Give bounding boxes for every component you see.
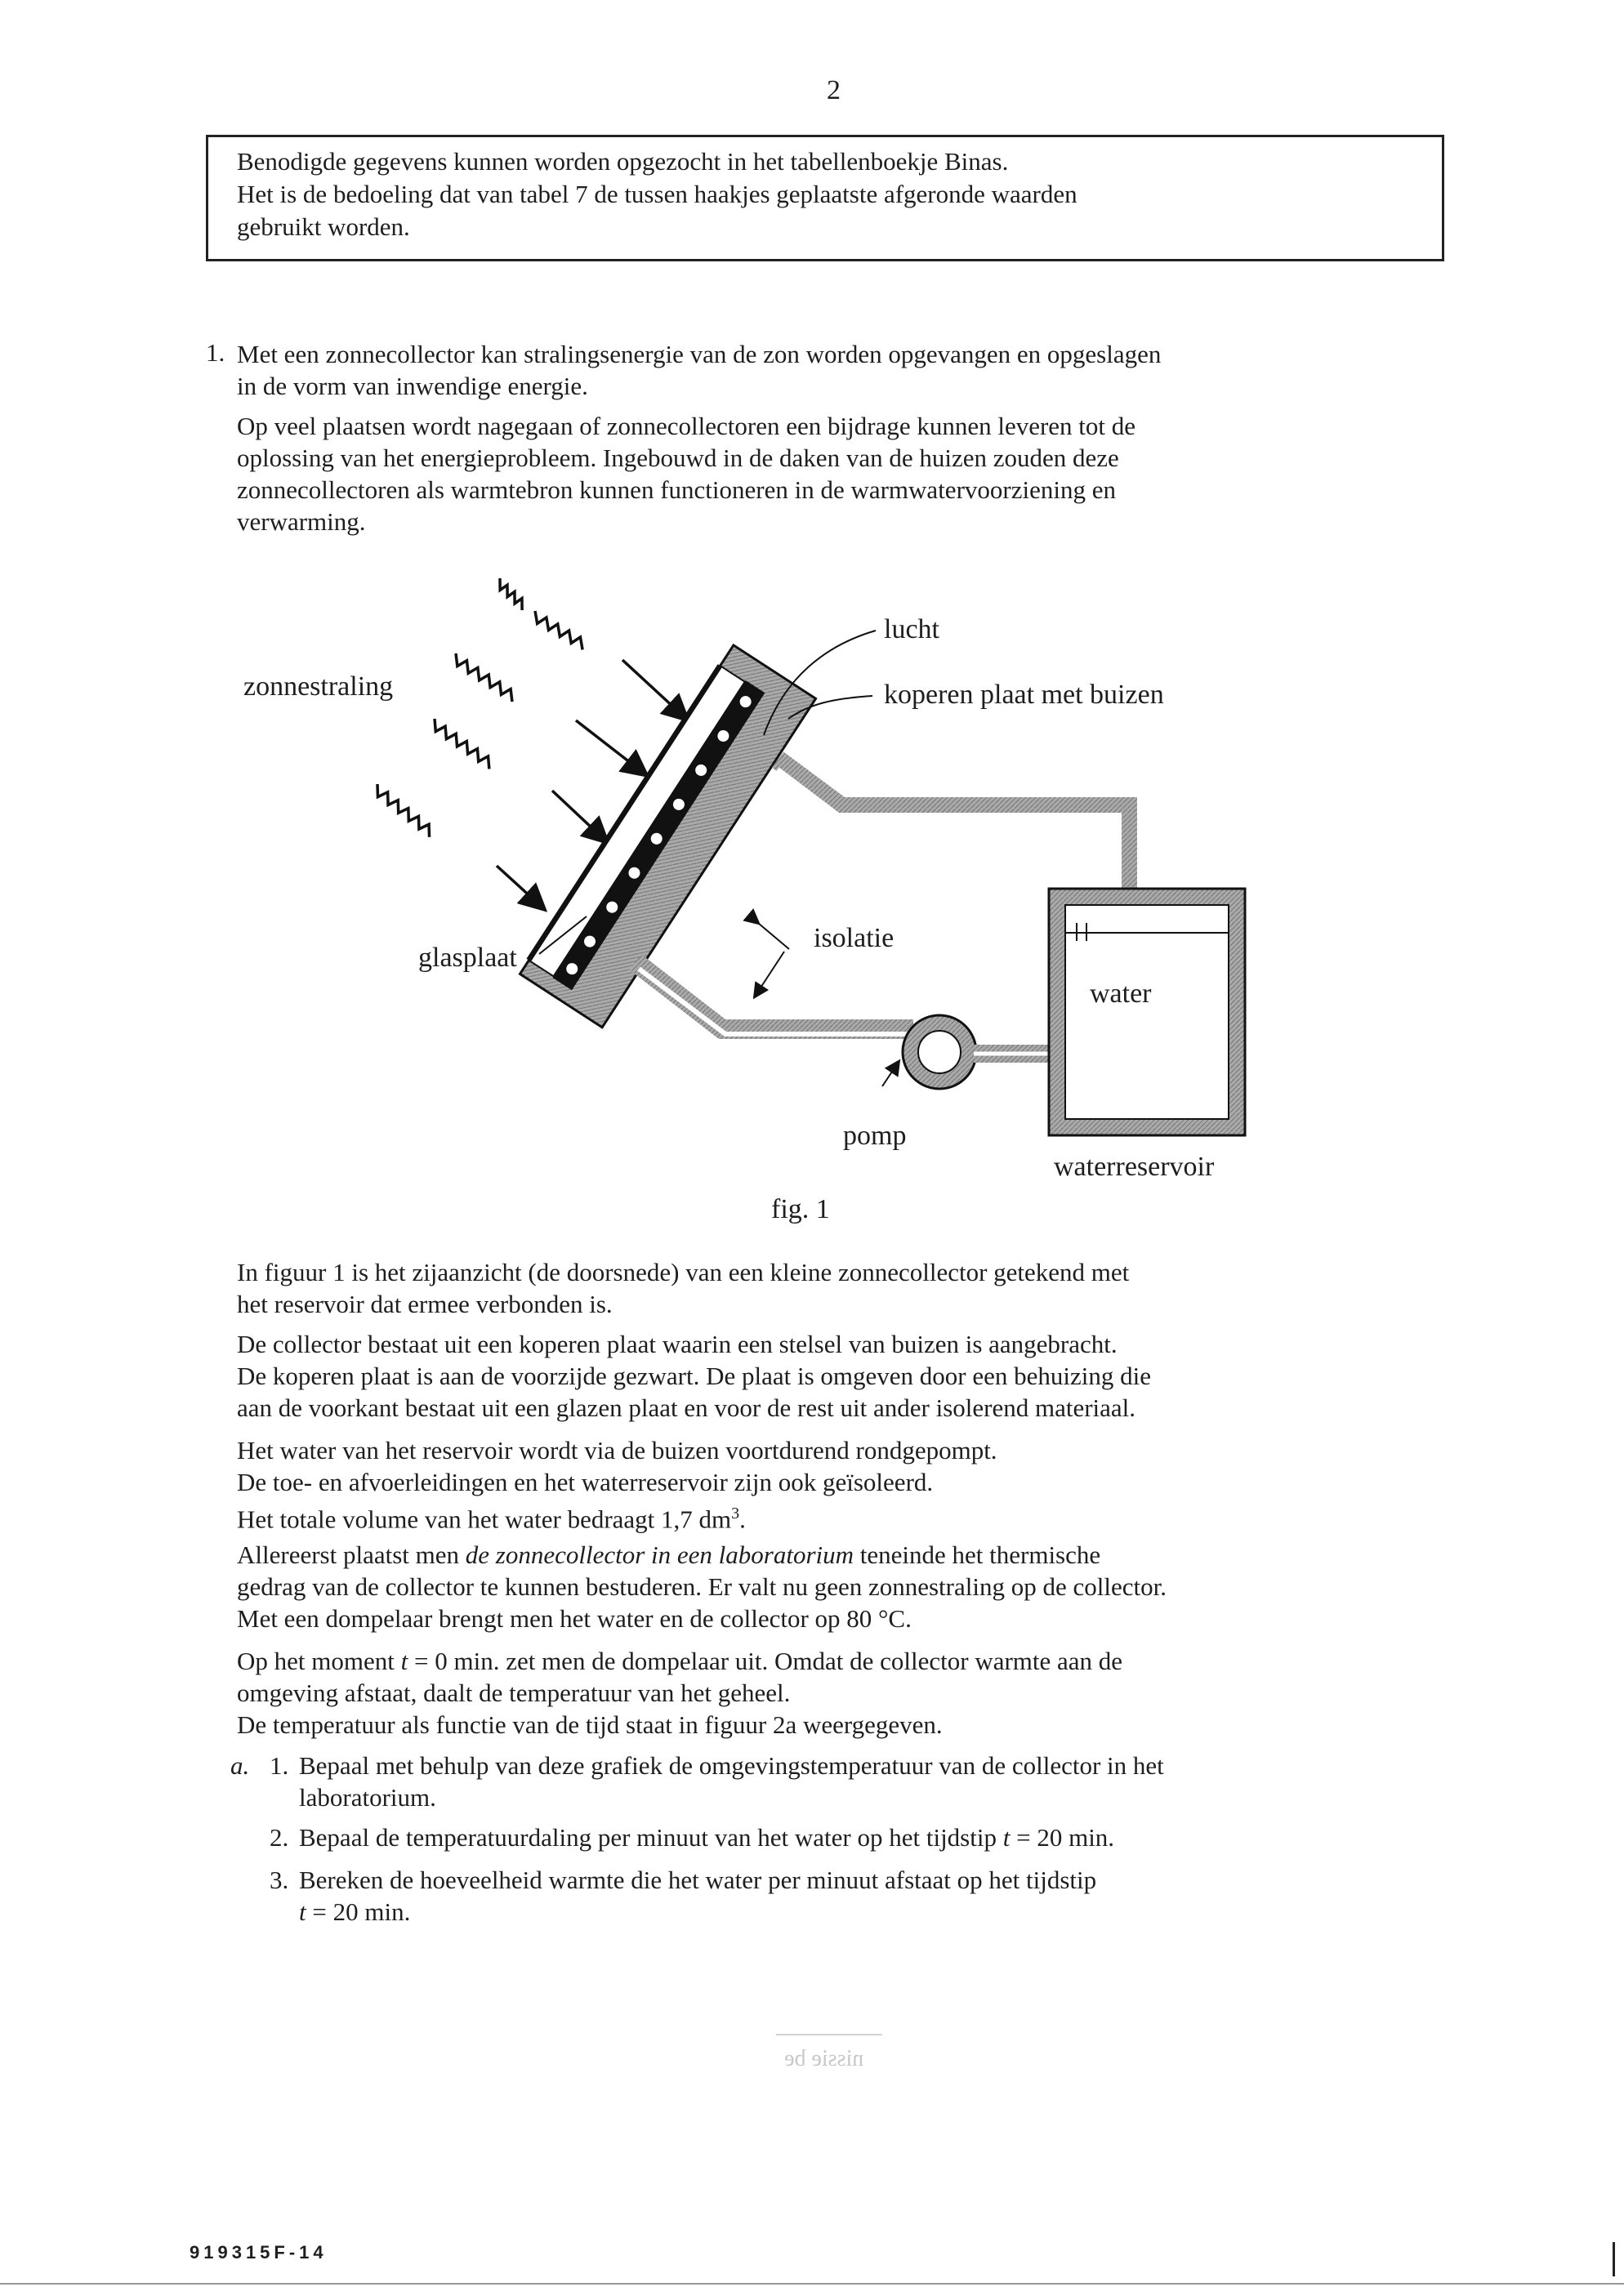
text-line: aan de voorkant bestaat uit een glazen plaat en voor de rest uit ander isolerend materiaal. bbox=[237, 1393, 1136, 1422]
label-water: water bbox=[1090, 979, 1152, 1009]
text-line: gedrag van de collector te kunnen bestuderen. Er valt nu geen zonnestraling op de collector. bbox=[237, 1572, 1167, 1601]
sun-ray-icon bbox=[530, 611, 587, 649]
notice-text bbox=[237, 145, 1430, 243]
text-line: Het water van het reservoir wordt via de buizen voortdurend rondgepompt. bbox=[237, 1436, 997, 1465]
subquestion-2: Bepaal de temperatuurdaling per minuut van het water op het tijdstip t = 20 min. bbox=[299, 1823, 1115, 1852]
text-line: Op het moment t = 0 min. zet men de dompelaar uit. Omdat de collector warmte aan de bbox=[237, 1647, 1123, 1675]
text-line: Allereerst plaatst men de zonnecollector in een laboratorium teneinde het thermische bbox=[237, 1540, 1101, 1569]
page-number: 2 bbox=[827, 75, 841, 105]
notice-line: Benodigde gegevens kunnen worden opgezocht in het tabellenboekje Binas. bbox=[237, 147, 1009, 176]
question-number: 1. bbox=[206, 338, 225, 367]
text-line: Met een zonnecollector kan stralingsenergie van de zon worden opgevangen en opgeslagen bbox=[237, 340, 1162, 368]
isolatie-arrow-bottom bbox=[755, 952, 784, 996]
waterreservoir bbox=[1049, 889, 1245, 1135]
subquestion-3-number: 3. bbox=[270, 1866, 289, 1894]
edge-mark bbox=[1613, 2242, 1615, 2276]
lower-pipe bbox=[636, 962, 913, 1034]
sun-ray-icon bbox=[429, 719, 495, 769]
text-line: t = 20 min. bbox=[299, 1897, 411, 1926]
label-lucht: lucht bbox=[884, 614, 939, 644]
text-line: De temperatuur als functie van de tijd staat in figuur 2a weergegeven. bbox=[237, 1710, 943, 1739]
text-line: in de vorm van inwendige energie. bbox=[237, 372, 588, 400]
text-line: zonnecollectoren als warmtebron kunnen functioneren in de warmwatervoorziening en bbox=[237, 475, 1116, 504]
isolatie-arrow-top bbox=[758, 923, 789, 949]
notice-line: Het is de bedoeling dat van tabel 7 de tussen haakjes geplaatste afgeronde waarden bbox=[237, 180, 1077, 208]
body-p3 bbox=[237, 1434, 1454, 1535]
label-isolatie: isolatie bbox=[814, 923, 895, 953]
text-line: omgeving afstaat, daalt de temperatuur van het geheel. bbox=[237, 1679, 791, 1707]
figure-caption: fig. 1 bbox=[771, 1194, 830, 1224]
text-line: De toe- en afvoerleidingen en het waterreservoir zijn ook geïsoleerd. bbox=[237, 1468, 934, 1496]
text-line: laboratorium. bbox=[299, 1783, 436, 1812]
variable-t: t bbox=[1002, 1823, 1011, 1852]
text-line: In figuur 1 is het zijaanzicht (de doorsnede) van een kleine zonnecollector getekend met bbox=[237, 1258, 1130, 1286]
question-para2 bbox=[237, 410, 1454, 537]
text-line: oplossing van het energieprobleem. Ingebouwd in de daken van de huizen zouden deze bbox=[237, 444, 1119, 472]
bleed-line bbox=[776, 2034, 882, 2035]
text-line: Met een dompelaar brengt men het water en de collector op 80 °C. bbox=[237, 1604, 912, 1633]
label-waterreservoir: waterreservoir bbox=[1054, 1152, 1215, 1182]
italic-text: de zonnecollector in een laboratorium bbox=[465, 1540, 854, 1569]
text-line: Het totale volume van het water bedraagt 1,7 $dm^3$. bbox=[237, 1505, 746, 1534]
footer-code: 919315F-14 bbox=[190, 2242, 328, 2263]
bleed-through-text: nissie be bbox=[784, 2046, 864, 2071]
sun-ray-icon bbox=[450, 653, 517, 702]
variable-t: t bbox=[400, 1647, 408, 1675]
label-zonnestraling: zonnestraling bbox=[243, 671, 394, 702]
subquestion-letter: a. bbox=[230, 1751, 250, 1780]
subquestion-1 bbox=[299, 1750, 1459, 1813]
text-line: Op veel plaatsen wordt nagegaan of zonnecollectoren een bijdrage kunnen leveren tot de bbox=[237, 412, 1136, 440]
body-p2 bbox=[237, 1328, 1454, 1424]
label-glasplaat: glasplaat bbox=[418, 943, 517, 973]
text-line: het reservoir dat ermee verbonden is. bbox=[237, 1290, 613, 1318]
body-p1 bbox=[237, 1256, 1454, 1320]
text-line: Bepaal met behulp van deze grafiek de omgevingstemperatuur van de collector in het bbox=[299, 1751, 1164, 1780]
label-koperen-plaat: koperen plaat met buizen bbox=[884, 680, 1164, 710]
notice-line: gebruikt worden. bbox=[237, 212, 410, 241]
question-intro bbox=[237, 338, 1454, 402]
text-line: verwarming. bbox=[237, 507, 366, 536]
body-p5 bbox=[237, 1645, 1454, 1741]
subquestion-3 bbox=[299, 1864, 1459, 1928]
body-p4 bbox=[237, 1539, 1454, 1634]
pomp-arrow bbox=[882, 1062, 899, 1086]
solar-collector-figure bbox=[0, 564, 1624, 1250]
superscript: 3 bbox=[731, 1505, 740, 1522]
subquestion-1-number: 1. bbox=[270, 1751, 289, 1780]
text-line: De koperen plaat is aan de voorzijde gezwart. De plaat is omgeven door een behuizing die bbox=[237, 1362, 1152, 1390]
subquestion-2-number: 2. bbox=[270, 1823, 289, 1852]
page-bottom-edge bbox=[0, 2283, 1624, 2285]
sun-ray-icon bbox=[372, 784, 435, 837]
variable-t: t bbox=[299, 1897, 306, 1926]
text-line: Bereken de hoeveelheid warmte die het water per minuut afstaat op het tijdstip bbox=[299, 1866, 1097, 1894]
text-line: De collector bestaat uit een koperen plaat waarin een stelsel van buizen is aangebracht. bbox=[237, 1330, 1118, 1358]
label-pomp: pomp bbox=[843, 1121, 907, 1151]
sun-ray-icon bbox=[492, 578, 530, 610]
